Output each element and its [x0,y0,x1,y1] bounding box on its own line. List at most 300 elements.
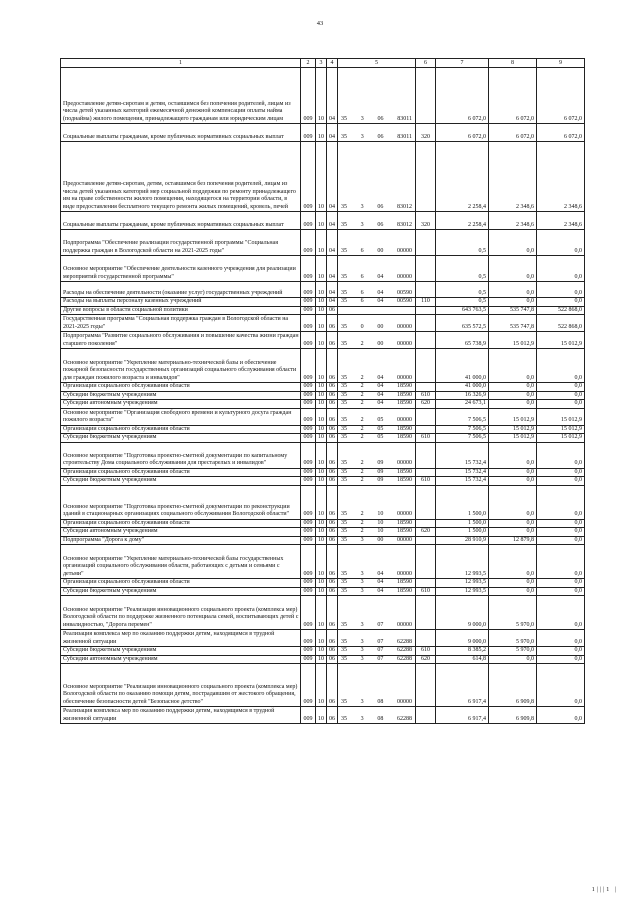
amount-col-7: 12 993,5 [436,587,489,596]
row-name: Предоставление детям-сиротам, детям, оставшимся без попечения родителей, лицам из числа детей указанных категорий мер социальной поддержки по ремонту принадлежащего им на праве собственности жилого помещения, находящегося на территории области, в виде предоставления бесплатного текущего ремонта жилых помещений, кровель, печей [61,142,301,212]
article-code-part: 2 [360,477,364,483]
subsection-code: 06 [327,434,338,443]
article-code-part: 6 [360,247,364,254]
expense-type-code [416,332,436,349]
article-code-part: 83011 [397,115,412,122]
article-code-part: 3 [360,621,364,628]
amount-col-8: 0,0 [489,587,537,596]
article-code-part: 04 [377,579,384,585]
amount-col-8: 15 012,9 [489,408,537,425]
subsection-code: 06 [327,485,338,519]
amount-col-9: 0,0 [537,528,585,537]
ministry-code: 009 [301,212,316,230]
article-code-part: 3 [360,536,364,543]
subsection-code: 06 [327,647,338,656]
subsection-code: 04 [327,298,338,307]
ministry-code: 009 [301,630,316,647]
expense-type-code [416,383,436,392]
article-code-part: 6 [360,289,364,296]
amount-col-9: 0,0 [537,298,585,307]
table-row [61,142,585,212]
ministry-code: 009 [301,408,316,425]
amount-col-8: 0,0 [489,442,537,468]
amount-col-9: 15 012,9 [537,408,585,425]
subsection-code: 06 [327,408,338,425]
ministry-code: 009 [301,142,316,212]
article-code-part: 06 [377,221,384,228]
article-code-part: 00000 [396,460,412,466]
col-header: 9 [537,59,585,68]
col-header: 5 [338,59,416,68]
subsection-code: 06 [327,425,338,434]
section-code: 10 [316,256,327,282]
row-name: Подпрограмма "Дорога к дому" [61,536,301,545]
amount-col-9: 2 348,6 [537,142,585,212]
article-code-part: 2 [360,374,364,381]
article-code-part: 07 [377,655,384,662]
ministry-code: 009 [301,442,316,468]
col-header: 8 [489,59,537,68]
expense-type-code: 610 [416,434,436,443]
table-row [61,425,585,434]
table-row [61,408,585,425]
expense-type-code [416,315,436,332]
amount-col-9: 15 012,9 [537,434,585,443]
table-row [61,282,585,298]
ministry-code: 009 [301,485,316,519]
row-name: Социальные выплаты гражданам, кроме публичных нормативных социальных выплат [61,124,301,142]
section-code: 10 [316,664,327,707]
target-article-code [338,485,416,519]
section-code: 10 [316,408,327,425]
article-code-part: 00000 [396,273,412,280]
section-code: 10 [316,230,327,256]
article-code-part: 35 [341,133,347,140]
table-row [61,68,585,124]
article-code-part: 35 [341,434,347,440]
article-code-part: 35 [341,383,347,389]
amount-col-9: 0,0 [537,647,585,656]
article-code-part: 09 [377,460,384,466]
article-code-part: 18590 [396,579,412,585]
amount-col-8: 0,0 [489,655,537,664]
amount-col-7: 12 993,5 [436,579,489,588]
subsection-code: 04 [327,282,338,298]
section-code: 10 [316,425,327,434]
row-name: Основное мероприятие "Укрепление материально-технической базы и обеспечение пожарной безопасности государственных организаций социального обслуживания области для граждан пожилого возраста и инвалидов" [61,349,301,383]
section-code: 10 [316,332,327,349]
ministry-code: 009 [301,707,316,724]
amount-col-8: 0,0 [489,519,537,528]
article-code-part: 35 [341,621,347,628]
article-code-part: 07 [377,647,384,653]
article-code-part: 08 [377,698,384,705]
article-code-part: 08 [377,715,384,722]
article-code-part: 09 [377,477,384,483]
section-code: 10 [316,545,327,579]
ministry-code: 009 [301,664,316,707]
amount-col-7: 28 910,9 [436,536,489,545]
ministry-code: 009 [301,391,316,400]
article-code-part: 35 [341,323,347,330]
article-code-part: 10 [377,511,384,517]
article-code-part: 3 [360,647,364,653]
amount-col-8: 0,0 [489,528,537,537]
article-code-part: 06 [377,133,384,140]
expense-type-code: 620 [416,528,436,537]
row-name: Реализация комплекса мер по оказанию поддержки детям, находящимся в трудной жизненной ситуации [61,707,301,724]
amount-col-9: 0,0 [537,596,585,630]
amount-col-7: 65 738,9 [436,332,489,349]
amount-col-8: 0,0 [489,477,537,486]
article-code-part: 35 [341,528,347,534]
article-code-part: 35 [341,655,347,662]
amount-col-8: 0,0 [489,383,537,392]
article-code-part: 00 [377,247,384,254]
subsection-code: 06 [327,468,338,477]
section-code: 10 [316,68,327,124]
article-code-part: 04 [377,273,384,280]
article-code-part: 35 [341,536,347,543]
article-code-part: 3 [360,133,364,140]
row-name: Основное мероприятие "Подготовка проектно-сметной документации по реконструкции зданий в стационарных организациях социального обслуживания Вологодской области" [61,485,301,519]
target-article-code [338,68,416,124]
subsection-code: 06 [327,477,338,486]
section-code: 10 [316,485,327,519]
target-article-code [338,468,416,477]
row-name: Подпрограмма "Обеспечение реализации государственной программы "Социальная поддержка граждан в Вологодской области на 2021-2025 годы" [61,230,301,256]
table-body [61,68,585,724]
table-row [61,332,585,349]
amount-col-9: 0,0 [537,536,585,545]
ministry-code: 009 [301,579,316,588]
article-code-part: 62288 [396,655,412,662]
amount-col-9: 0,0 [537,349,585,383]
subsection-code: 04 [327,68,338,124]
table-row [61,468,585,477]
target-article-code [338,425,416,434]
amount-col-7: 9 000,0 [436,596,489,630]
article-code-part: 2 [360,425,364,432]
row-name: Субсидии бюджетным учреждениям [61,391,301,400]
target-article-code [338,383,416,392]
amount-col-8: 0,0 [489,298,537,307]
subsection-code: 06 [327,528,338,537]
article-code-part: 2 [360,391,364,398]
article-code-part: 35 [341,374,347,381]
expense-type-code: 620 [416,655,436,664]
expense-type-code [416,408,436,425]
article-code-part: 04 [377,400,384,406]
amount-col-9: 0,0 [537,630,585,647]
amount-col-7: 1 500,0 [436,485,489,519]
article-code-part: 07 [377,638,384,645]
row-name: Основное мероприятие "Реализация инновационного социального проекта (комплекса мер) Вологодской области по поддержке жизненного потенциала семей, воспитывающих детей с инвалидностью, "Дорога перемен" [61,596,301,630]
expense-type-code [416,468,436,477]
amount-col-7: 2 258,4 [436,142,489,212]
col-header: 2 [301,59,316,68]
amount-col-9: 0,0 [537,477,585,486]
table-row [61,124,585,142]
article-code-part: 04 [377,587,384,594]
section-code: 10 [316,579,327,588]
article-code-part: 35 [341,203,347,210]
expense-type-code [416,256,436,282]
article-code-part: 04 [377,570,384,577]
ministry-code: 009 [301,68,316,124]
ministry-code: 009 [301,545,316,579]
article-code-part: 05 [377,417,384,423]
section-code: 10 [316,655,327,664]
article-code-part: 35 [341,425,347,432]
article-code-part: 62288 [396,647,412,653]
article-code-part: 18590 [396,434,412,440]
article-code-part: 00000 [396,698,412,705]
row-name: Субсидии бюджетным учреждениям [61,434,301,443]
section-code: 10 [316,349,327,383]
amount-col-7: 0,5 [436,298,489,307]
row-name: Организации социального обслуживания области [61,468,301,477]
amount-col-9: 15 012,9 [537,425,585,434]
expense-type-code [416,485,436,519]
subsection-code: 04 [327,142,338,212]
table-row [61,383,585,392]
amount-col-8: 0,0 [489,391,537,400]
target-article-code [338,332,416,349]
amount-col-8: 535 747,8 [489,306,537,315]
amount-col-9: 0,0 [537,707,585,724]
amount-col-9: 0,0 [537,383,585,392]
amount-col-7: 2 258,4 [436,212,489,230]
article-code-part: 18590 [396,383,412,389]
amount-col-7: 6 917,4 [436,664,489,707]
expense-type-code: 610 [416,587,436,596]
target-article-code [338,142,416,212]
col-header: 4 [327,59,338,68]
subsection-code: 06 [327,383,338,392]
article-code-part: 35 [341,298,347,304]
amount-col-7: 7 506,5 [436,408,489,425]
amount-col-8: 6 072,0 [489,68,537,124]
article-code-part: 2 [360,383,364,389]
article-code-part: 2 [360,434,364,440]
table-row [61,579,585,588]
amount-col-9: 522 868,0 [537,315,585,332]
subsection-code: 06 [327,596,338,630]
expense-type-code: 320 [416,212,436,230]
amount-col-8: 0,0 [489,485,537,519]
article-code-part: 18590 [396,400,412,406]
ministry-code: 009 [301,587,316,596]
col-header: 3 [316,59,327,68]
article-code-part: 18590 [396,519,412,526]
article-code-part: 04 [377,298,384,304]
expense-type-code [416,442,436,468]
article-code-part: 35 [341,115,347,122]
subsection-code: 06 [327,519,338,528]
amount-col-7: 7 506,5 [436,434,489,443]
article-code-part: 04 [377,374,384,381]
amount-col-8: 0,0 [489,468,537,477]
expense-type-code [416,519,436,528]
article-code-part: 35 [341,221,347,228]
article-code-part: 00000 [396,621,412,628]
subsection-code: 06 [327,349,338,383]
amount-col-7: 41 000,0 [436,383,489,392]
article-code-part: 2 [360,417,364,423]
amount-col-8: 0,0 [489,545,537,579]
amount-col-7: 7 506,5 [436,425,489,434]
amount-col-7: 0,5 [436,230,489,256]
amount-col-9: 0,0 [537,400,585,409]
row-name: Организации социального обслуживания области [61,519,301,528]
amount-col-7: 635 572,5 [436,315,489,332]
target-article-code [338,664,416,707]
ministry-code: 009 [301,256,316,282]
amount-col-7: 15 732,4 [436,442,489,468]
target-article-code [338,315,416,332]
article-code-part: 2 [360,519,364,526]
section-code: 10 [316,391,327,400]
expense-type-code: 620 [416,400,436,409]
article-code-part: 35 [341,391,347,398]
section-code: 10 [316,212,327,230]
article-code-part: 00 [377,340,384,347]
amount-col-9: 0,0 [537,282,585,298]
amount-col-8: 6 072,0 [489,124,537,142]
section-code: 10 [316,596,327,630]
row-name: Государственная программа "Социальная поддержка граждан в Вологодской области на 2021-2025 годы" [61,315,301,332]
amount-col-7: 1 500,0 [436,519,489,528]
col-header: 6 [416,59,436,68]
amount-col-7: 6 072,0 [436,68,489,124]
article-code-part: 04 [377,383,384,389]
expense-type-code [416,664,436,707]
amount-col-9: 522 868,0 [537,306,585,315]
amount-col-7: 0,5 [436,282,489,298]
article-code-part: 3 [360,221,364,228]
amount-col-8: 0,0 [489,230,537,256]
table-row [61,707,585,724]
ministry-code: 009 [301,519,316,528]
target-article-code [338,230,416,256]
ministry-code: 009 [301,400,316,409]
expense-type-code: 610 [416,647,436,656]
amount-col-8: 0,0 [489,400,537,409]
article-code-part: 0 [360,323,364,330]
amount-col-7: 41 000,0 [436,349,489,383]
amount-col-9: 0,0 [537,230,585,256]
amount-col-8: 0,0 [489,282,537,298]
expense-type-code [416,349,436,383]
amount-col-9: 0,0 [537,655,585,664]
section-code: 10 [316,707,327,724]
article-code-part: 35 [341,647,347,653]
article-code-part: 06 [377,115,384,122]
article-code-part: 3 [360,587,364,594]
amount-col-9: 6 072,0 [537,124,585,142]
article-code-part: 18590 [396,528,412,534]
amount-col-8: 2 348,6 [489,212,537,230]
table-row [61,485,585,519]
target-article-code [338,282,416,298]
subsection-code: 06 [327,536,338,545]
amount-col-9: 0,0 [537,664,585,707]
row-name: Предоставление детям-сиротам и детям, оставшимся без попечения родителей, лицам из числа детей указанных категорий ежемесячной денежной компенсации оплаты найма (поднайма) жилого помещения, принадлежащего гражданам или юридическим лицам [61,68,301,124]
article-code-part: 35 [341,468,347,475]
section-code: 10 [316,528,327,537]
header-row [61,59,585,68]
target-article-code [338,536,416,545]
amount-col-9: 15 012,9 [537,332,585,349]
article-code-part: 05 [377,434,384,440]
article-code-part: 00000 [396,340,412,347]
amount-col-8: 6 909,8 [489,707,537,724]
expense-type-code: 610 [416,391,436,400]
row-name: Реализация комплекса мер по оказанию поддержки детям, находящимся в трудной жизненной ситуации [61,630,301,647]
subsection-code: 06 [327,655,338,664]
section-code: 10 [316,124,327,142]
amount-col-7: 15 732,4 [436,477,489,486]
table-row [61,528,585,537]
article-code-part: 35 [341,715,347,722]
amount-col-8: 12 879,8 [489,536,537,545]
amount-col-8: 2 348,6 [489,142,537,212]
ministry-code: 009 [301,536,316,545]
table-row [61,630,585,647]
article-code-part: 35 [341,477,347,483]
expense-type-code [416,425,436,434]
table-row [61,400,585,409]
amount-col-9: 0,0 [537,519,585,528]
target-article-code [338,349,416,383]
section-code: 10 [316,587,327,596]
subsection-code: 06 [327,630,338,647]
amount-col-7: 15 732,4 [436,468,489,477]
article-code-part: 00 [377,536,384,543]
article-code-part: 35 [341,289,347,296]
target-article-code [338,545,416,579]
row-name: Субсидии бюджетным учреждениям [61,587,301,596]
target-article-code [338,298,416,307]
ministry-code: 009 [301,349,316,383]
row-name: Организации социального обслуживания области [61,579,301,588]
section-code: 10 [316,383,327,392]
amount-col-7: 6 917,4 [436,707,489,724]
amount-col-8: 15 012,9 [489,434,537,443]
article-code-part: 00000 [396,536,412,543]
subsection-code: 06 [327,545,338,579]
table-row [61,349,585,383]
section-code: 10 [316,434,327,443]
row-name: Субсидии бюджетным учреждениям [61,647,301,656]
section-code: 10 [316,142,327,212]
target-article-code [338,212,416,230]
article-code-part: 62288 [396,715,412,722]
article-code-part: 83012 [396,203,412,210]
amount-col-8: 535 747,8 [489,315,537,332]
article-code-part: 07 [377,621,384,628]
amount-col-8: 0,0 [489,349,537,383]
table-row [61,519,585,528]
target-article-code [338,256,416,282]
table-row [61,434,585,443]
article-code-part: 3 [360,655,364,662]
table-row [61,212,585,230]
ministry-code: 009 [301,596,316,630]
target-article-code [338,391,416,400]
article-code-part: 2 [360,511,364,517]
